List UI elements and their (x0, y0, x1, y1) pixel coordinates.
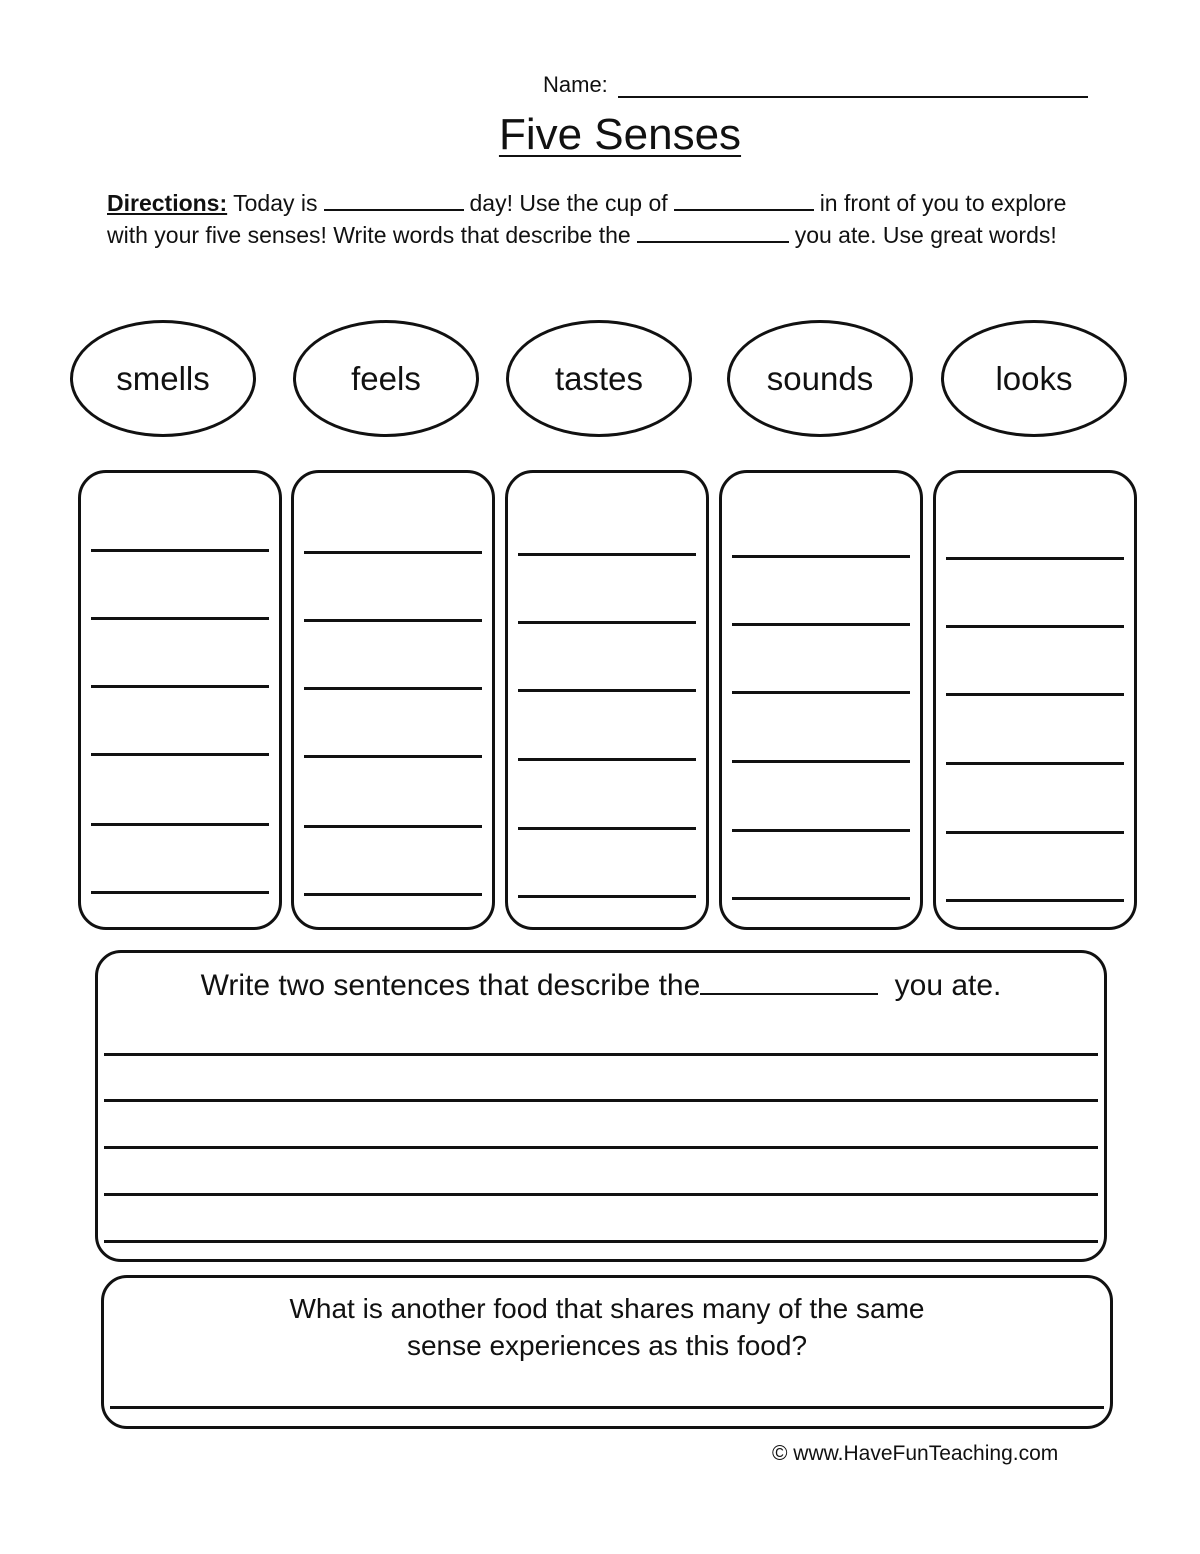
writing-line[interactable] (91, 891, 269, 894)
directions-part-4: you ate. Use great words! (794, 222, 1057, 248)
writing-line[interactable] (732, 623, 910, 626)
writing-line[interactable] (91, 753, 269, 756)
writing-line[interactable] (518, 689, 696, 692)
writing-line[interactable] (91, 549, 269, 552)
another-food-box (101, 1275, 1113, 1429)
writing-line[interactable] (91, 823, 269, 826)
column-sounds (719, 470, 923, 930)
writing-line[interactable] (104, 1240, 1098, 1243)
directions-label: Directions: (107, 190, 228, 216)
writing-line[interactable] (110, 1406, 1104, 1409)
writing-line[interactable] (304, 755, 482, 758)
sense-oval-sounds (727, 320, 913, 437)
writing-line[interactable] (304, 551, 482, 554)
sentences-prompt (98, 967, 1104, 1003)
name-label: Name: (543, 72, 608, 97)
writing-line[interactable] (104, 1193, 1098, 1196)
writing-line[interactable] (304, 825, 482, 828)
sense-oval-smells (70, 320, 256, 437)
directions-part-1: Today is (233, 190, 318, 216)
writing-line[interactable] (304, 687, 482, 690)
copyright-footer: © www.HaveFunTeaching.com (772, 1442, 1059, 1465)
column-smells (78, 470, 282, 930)
column-tastes (505, 470, 709, 930)
writing-line[interactable] (732, 897, 910, 900)
writing-line[interactable] (518, 553, 696, 556)
writing-line[interactable] (732, 691, 910, 694)
writing-line[interactable] (946, 625, 1124, 628)
writing-line[interactable] (732, 760, 910, 763)
sense-oval-tastes (506, 320, 692, 437)
sentences-prompt-end: you ate. (894, 969, 1002, 1002)
day-blank[interactable] (324, 189, 464, 211)
sense-label-sounds: sounds (766, 359, 874, 397)
writing-line[interactable] (946, 831, 1124, 834)
column-feels (291, 470, 495, 930)
writing-line[interactable] (518, 895, 696, 898)
writing-line[interactable] (104, 1146, 1098, 1149)
name-field[interactable] (543, 72, 1088, 98)
writing-line[interactable] (91, 685, 269, 688)
sense-oval-looks (941, 320, 1127, 437)
sense-label-smells: smells (116, 359, 210, 397)
sense-label-feels: feels (351, 359, 421, 397)
writing-line[interactable] (518, 758, 696, 761)
directions-part-2: day! Use the cup of (469, 190, 668, 216)
sentences-prompt-start: Write two sentences that describe the (200, 969, 701, 1002)
writing-line[interactable] (91, 617, 269, 620)
food-blank[interactable] (637, 221, 789, 243)
writing-line[interactable] (518, 621, 696, 624)
page-title: Five Senses (498, 110, 742, 159)
writing-line[interactable] (304, 893, 482, 896)
writing-line[interactable] (104, 1099, 1098, 1102)
writing-line[interactable] (946, 899, 1124, 902)
sense-oval-feels (293, 320, 479, 437)
writing-line[interactable] (104, 1053, 1098, 1056)
writing-line[interactable] (946, 557, 1124, 560)
sentences-box (95, 950, 1107, 1262)
directions-text (107, 187, 1097, 251)
column-looks (933, 470, 1137, 930)
sentences-food-blank[interactable] (700, 967, 878, 995)
sense-label-tastes: tastes (554, 359, 644, 397)
writing-line[interactable] (732, 829, 910, 832)
directions-part-3: in front of you to explore with your five senses! Write words that describe the (107, 190, 1067, 248)
writing-line[interactable] (304, 619, 482, 622)
writing-line[interactable] (946, 762, 1124, 765)
sense-label-looks: looks (995, 359, 1073, 397)
writing-line[interactable] (732, 555, 910, 558)
writing-line[interactable] (946, 693, 1124, 696)
cup-blank[interactable] (674, 189, 814, 211)
writing-line[interactable] (518, 827, 696, 830)
name-blank-line[interactable] (618, 72, 1088, 98)
another-food-prompt: What is another food that shares many of the same sense experiences as this food? (289, 1293, 925, 1361)
